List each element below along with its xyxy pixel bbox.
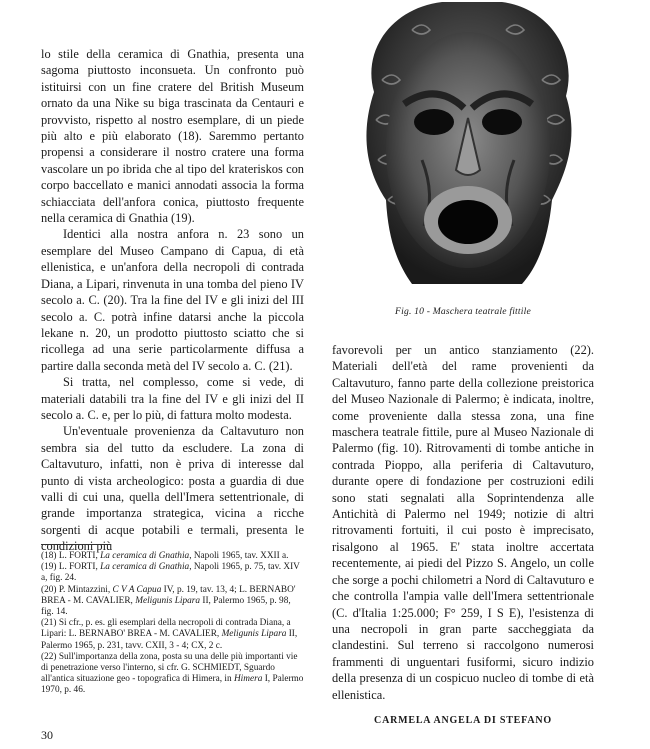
mask-right-eye (482, 109, 522, 135)
right-text-column (332, 342, 594, 703)
mask-left-eye (414, 109, 454, 135)
footnote-divider (41, 544, 111, 545)
footnote-18: (18) L. FORTI, La ceramica di Gnathia, Napoli 1965, tav. XXII a. (41, 551, 289, 561)
footnote-21: (21) Si cfr., p. es. gli esemplari della necropoli di contrada Diana, a Lipari: L. BERNABO' BREA - M. CAVALIER, Meligunis Lipara II, Palermo 1965, p. 231, tavv. CXII, 3 - 4; CX, 2 c. (41, 618, 298, 651)
footnotes (41, 551, 304, 697)
footnote-20: (20) P. Mintazzini, C V A Capua IV, p. 19, tav. 13, 4; L. BERNABO' BREA - M. CAVALIER, Meligunis Lipara II, Palermo 1965, p. 98, fig. 14. (41, 584, 296, 618)
paragraph: lo stile della ceramica di Gnathia, presenta una sagoma piuttosto inconsueta. Un confronto può istituirsi con un fine cratere del British Museum ornato da una Nike su biga trascinata da Centauri e provvisto, rispetto al nostro esemplare, di un piede più alto e più elaborato (18). Saremmo pertanto propensi a considerare il nostro cratere una forma vascolare un po ibrida che al tipo del krateriskos con corpo baccellato e manici annodati associa la forma schiacciata dell'anfora conica, piuttosto frequente nella ceramica di Gnathia (19). (41, 47, 304, 226)
paragraph: Identici alla nostra anfora n. 23 sono un esemplare del Museo Campano di Capua, di età ellenistica, e un'anfora della necropoli di contrada Diana, a Lipari, rinvenuta in una tomba del pieno IV secolo a. C. (20). Tra la fine del IV e gli inizi del III secolo a. C. potrà infine datarsi anche la piccola lekane n. 20, un prodotto piuttosto sciatto che si ricollega ad una serie particolarmente diffusa a partire dalla seconda metà del IV secolo a. C. (21). (41, 227, 304, 373)
mask-mouth (438, 200, 498, 244)
footnote-19: (19) L. FORTI, La ceramica di Gnathia, Napoli 1965, p. 75, tav. XIV a, fig. 24. (41, 562, 300, 584)
footnote-22: (22) Sull'importanza della zona, posta su una delle più importanti vie di penetrazione verso l'interno, si cfr. G. SCHMIEDT, Sguardo all'antica situazione geo - topografica di Himera, in Himera I, Palermo 1970, p. 46. (41, 651, 304, 696)
mask-image (352, 0, 584, 300)
paragraph: Un'eventuale provenienza da Caltavuturo non sembra sia del tutto da escludere. La zona di Caltavuturo, infatti, non è priva di interesse dal punto di vista archeologico: posta a guardia di due valli di cui una, quella dell'Imera settentrionale, di grande importanza strategica, vicina a ricche sorgenti di acque potabili e termali, presenta le condizioni più (41, 424, 304, 554)
page-number: 30 (41, 728, 53, 742)
theatrical-mask-photo (352, 0, 584, 300)
paragraph: favorevoli per un antico stanziamento (22). Materiali dell'età del rame provenienti da Caltavuturo, fanno parte della collezione preistorica del Museo Nazionale di Palermo; è indicata, inoltre, come proveniente dalla stessa zona, una fine maschera teatrale fittile, pure al Museo Nazionale di Palermo (fig. 10). Ritrovamenti di tombe antiche in contrada Pioppo, alla periferia di Caltavuturo, durante opere di fondazione per costruzioni edili sono stati segnalati alla Soprintendenza alle Antichità di Palermo nel 1949; notizie di altri ritrovamenti fortuiti, il cui posto è imprecisato, risalgono al 1965. E' stata inoltre accertata recentemente, ai piedi del Pizzo S. Angelo, un colle che sorge a pochi chilometri a Nord di Caltavuturo e che controlla l'ampia valle dell'Imera settentrionale (C. d'Italia 1:25.000; F° 259, I S E), l'esistenza di una necropoli in gran parte saccheggiata da clandestini. Sul terreno si raccolgono numerosi frammenti di unguentari fusiformi, sicuro indizio della presenza di un cospicuo nucleo di tombe di età ellenistica. (332, 343, 594, 702)
author-signature: CARMELA ANGELA DI STEFANO (374, 715, 552, 726)
left-text-column (41, 46, 304, 555)
figure-caption: Fig. 10 - Maschera teatrale fittile (395, 306, 531, 317)
paragraph: Si tratta, nel complesso, come si vede, di materiali databili tra la fine del IV e gli inizi del II secolo a. C. e, per lo più, di fattura molto modesta. (41, 375, 304, 422)
